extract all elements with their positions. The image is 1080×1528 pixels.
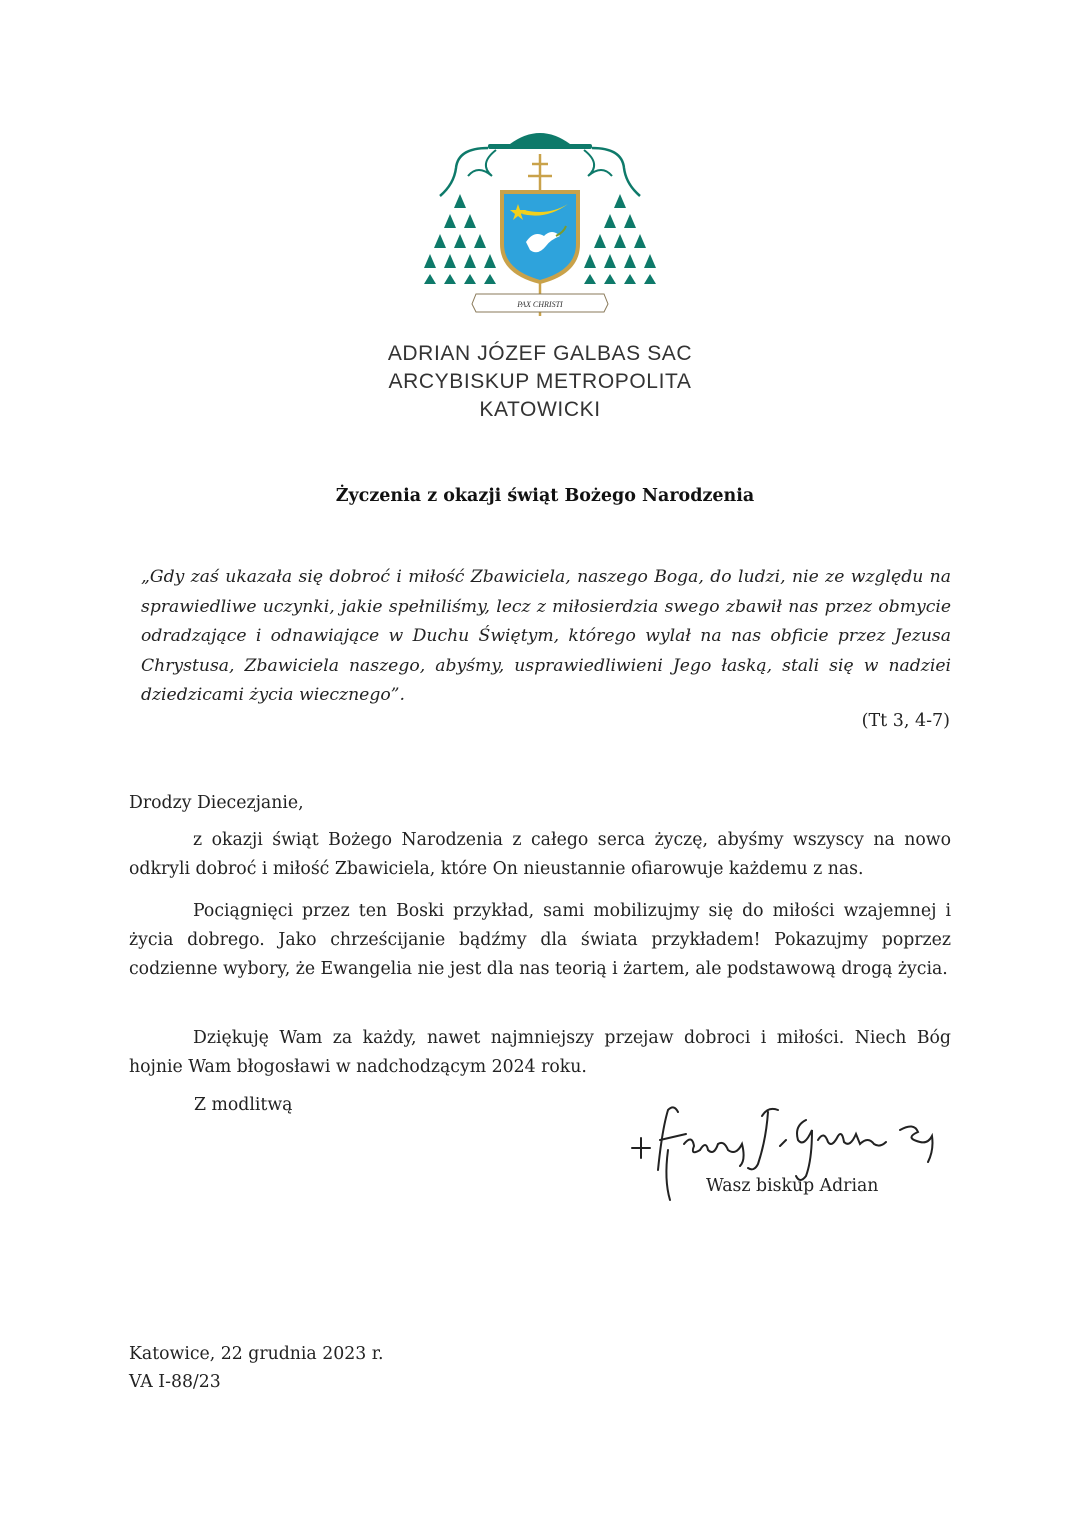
document-reference: VA I-88/23 [129, 1372, 221, 1392]
author-name: ADRIAN JÓZEF GALBAS SAC [387, 342, 693, 365]
closing: Z modlitwą [194, 1095, 293, 1115]
scripture-quote: „Gdy zaś ukazała się dobroć i miłość Zbawiciela, naszego Boga, do ludzi, nie ze względu na sprawiedliwe uczynki, jakie spełniliśmy, lecz z miłosierdzia swego zbawił nas przez obmycie odradzające i odnawiające w Duchu Świętym, którego wylał na nas obficie przez Jezusa Chrystusa, Zbawiciela naszego, abyśmy, usprawiedliwieni Jego łaską, stali się w nadziei dziedzicami życia wiecznego”. [141, 567, 951, 705]
paragraph-2: Pociągnięci przez ten Boski przykład, sami mobilizujmy się do miłości wzajemnej i życia dobrego. Jako chrześcijanie bądźmy dla świata przykładem! Pokazujmy poprzez codzienne wybory, że Ewangelia nie jest dla nas teorią i żartem, ale podstawową drogą życia. [129, 901, 951, 979]
author-position: ARCYBISKUP METROPOLITA [388, 370, 692, 393]
paragraph-1: z okazji świąt Bożego Narodzenia z całego serca życzę, abyśmy wszyscy na nowo odkryli dobroć i miłość Zbawiciela, które On nieustannie ofiarowuje każdemu z nas. [129, 830, 951, 879]
place-date: Katowice, 22 grudnia 2023 r. [129, 1344, 384, 1364]
coat-motto: PAX CHRISTI [517, 300, 563, 309]
letter-title: Życzenia z okazji świąt Bożego Narodzenia [335, 486, 755, 506]
coat-of-arms-icon [418, 124, 662, 324]
paragraph-3: Dziękuję Wam za każdy, nawet najmniejszy przejaw dobroci i miłości. Niech Bóg hojnie Wam błogosławi w nadchodzącym 2024 roku. [129, 1028, 951, 1077]
letterhead [0, 340, 1080, 424]
signature-name: Wasz biskup Adrian [706, 1176, 879, 1196]
author-see: KATOWICKI [479, 398, 601, 421]
scripture-reference: (Tt 3, 4-7) [861, 711, 950, 731]
greeting: Drodzy Diecezjanie, [129, 793, 304, 813]
